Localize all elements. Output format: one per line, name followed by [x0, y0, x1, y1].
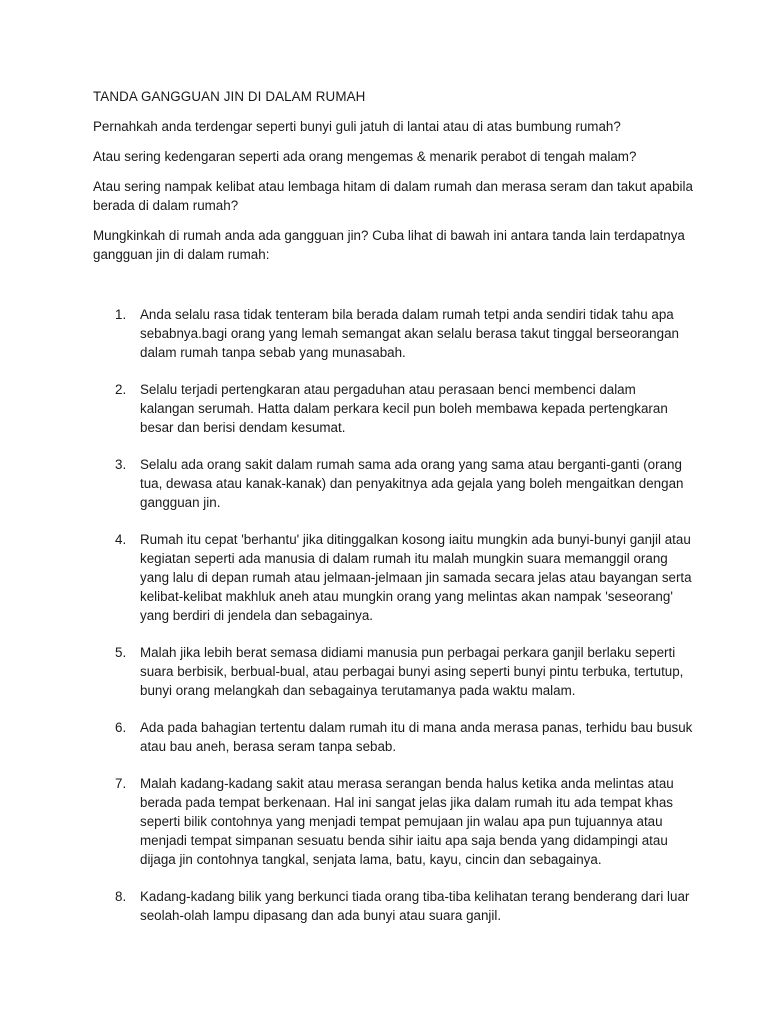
- list-item-number: 8.: [115, 889, 127, 904]
- list-item: [93, 643, 693, 700]
- list-item-number: 2.: [115, 382, 127, 397]
- list-item: [93, 455, 693, 512]
- list-item-number: 1.: [115, 307, 127, 322]
- list-item-text: Selalu terjadi pertengkaran atau pergaduhan atau perasaan benci membenci dalam kalangan serumah. Hatta dalam perkara kecil pun boleh membawa kepada pertengkaran besar dan berisi dendam kesumat.: [140, 382, 668, 435]
- list-item-text: Malah jika lebih berat semasa didiami manusia pun perbagai perkara ganjil berlaku seperti suara berbisik, berbual-bual, atau perbagai bunyi asing seperti bunyi pintu terbuka, tertutup, bunyi orang melangkah dan sebagainya terutamanya pada waktu malam.: [140, 645, 684, 698]
- list-item: [93, 380, 693, 437]
- list-item-text: Selalu ada orang sakit dalam rumah sama ada orang yang sama atau berganti-ganti (orang tua, dewasa atau kanak-kanak) dan penyakitnya ada gejala yang boleh mengaitkan dengan gangguan jin.: [140, 457, 684, 510]
- intro-paragraph: Mungkinkah di rumah anda ada gangguan jin? Cuba lihat di bawah ini antara tanda lain terdapatnya gangguan jin di dalam rumah:: [93, 228, 685, 262]
- intro-paragraph: Atau sering nampak kelibat atau lembaga hitam di dalam rumah dan merasa seram dan takut apabila berada di dalam rumah?: [93, 179, 693, 213]
- document-title: TANDA GANGGUAN JIN DI DALAM RUMAH: [93, 89, 366, 104]
- list-item: [93, 887, 693, 925]
- intro-paragraph: Pernahkah anda terdengar seperti bunyi guli jatuh di lantai atau di atas bumbung rumah?: [93, 119, 621, 134]
- list-item-number: 4.: [115, 532, 127, 547]
- numbered-list: [93, 305, 693, 925]
- list-item-text: Kadang-kadang bilik yang berkunci tiada orang tiba-tiba kelihatan terang benderang dari luar seolah-olah lampu dipasang dan ada bunyi atau suara ganjil.: [140, 889, 690, 923]
- intro-paragraph: Atau sering kedengaran seperti ada orang mengemas & menarik perabot di tengah malam?: [93, 149, 637, 164]
- list-item-text: Anda selalu rasa tidak tenteram bila berada dalam rumah tetpi anda sendiri tidak tahu apa sebabnya.bagi orang yang lemah semangat akan selalu berasa takut tinggal berseorangan dalam rumah tanpa sebab yang munasabah.: [140, 307, 679, 360]
- list-item-number: 5.: [115, 645, 127, 660]
- document-body: [93, 87, 693, 943]
- list-item-number: 6.: [115, 720, 127, 735]
- list-item-text: Rumah itu cepat 'berhantu' jika ditinggalkan kosong iaitu mungkin ada bunyi-bunyi ganjil atau kegiatan seperti ada manusia di dalam rumah itu malah mungkin suara memanggil orang yang lalu di depan rumah atau jelmaan-jelmaan jin samada secara jelas atau bayangan serta kelibat-kelibat makhluk aneh atau mungkin orang yang melintas akan nampak 'seseorang' yang berdiri di jendela dan sebagainya.: [140, 532, 692, 623]
- list-item: [93, 530, 693, 625]
- list-item: [93, 718, 693, 756]
- list-item-number: 7.: [115, 776, 127, 791]
- list-item: [93, 774, 693, 869]
- list-item-number: 3.: [115, 457, 127, 472]
- list-item-text: Malah kadang-kadang sakit atau merasa serangan benda halus ketika anda melintas atau berada pada tempat berkenaan. Hal ini sangat jelas jika dalam rumah itu ada tempat khas seperti bilik contohnya yang menjadi tempat pemujaan jin walau apa pun tujuannya atau menjadi tempat simpanan sesuatu benda sihir iaitu apa saja benda yang didampingi atau dijaga jin contohnya tangkal, senjata lama, batu, kayu, cincin dan sebagainya.: [140, 776, 674, 867]
- list-item: [93, 305, 693, 362]
- list-item-text: Ada pada bahagian tertentu dalam rumah itu di mana anda merasa panas, terhidu bau busuk atau bau aneh, berasa seram tanpa sebab.: [140, 720, 693, 754]
